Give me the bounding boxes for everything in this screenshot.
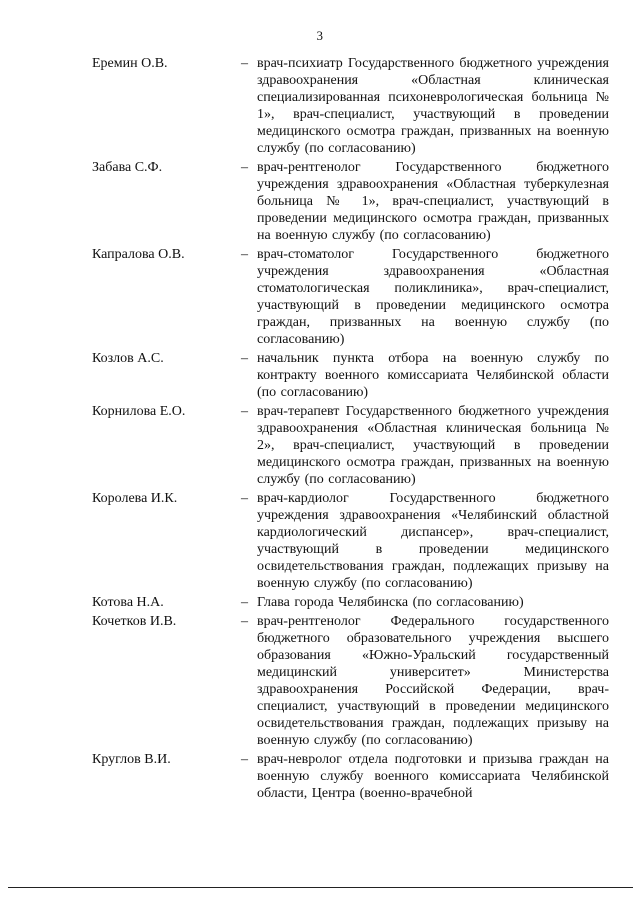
member-entry [0, 490, 640, 592]
page-number: 3 [316, 28, 324, 43]
member-position: врач-невролог отдела подготовки и призыва граждан на военную службу военного комиссариата Челябинской области, Центра (военно-врачебной [257, 752, 609, 801]
member-position: Глава города Челябинска (по согласованию) [257, 595, 524, 610]
member-name: Корнилова Е.О. [92, 404, 186, 419]
dash-separator: – [241, 56, 248, 71]
member-name: Забава С.Ф. [92, 160, 163, 175]
member-name: Королева И.К. [92, 491, 178, 506]
member-position: врач-рентгенолог Государственного бюджетного учреждения здравоохранения «Областная туберкулезная больница № 1», врач-специалист, участвующий в проведении медицинского осмотра граждан, призванных на военную службу (по согласованию) [257, 160, 609, 243]
member-position: врач-психиатр Государственного бюджетного учреждения здравоохранения «Областная клиническая специализированная психоневрологическая больница № 1», врач-специалист, участвующий в проведении медицинского осмотра граждан, призванных на военную службу (по согласованию) [257, 56, 609, 156]
dash-separator: – [241, 351, 248, 366]
member-entry [0, 594, 640, 611]
member-entry [0, 350, 640, 401]
member-name: Козлов А.С. [92, 351, 164, 366]
member-entry [0, 55, 640, 157]
member-name: Капралова О.В. [92, 247, 185, 262]
member-position: начальник пункта отбора на военную службу по контракту военного комиссариата Челябинской области (по согласованию) [257, 351, 609, 400]
member-position: врач-рентгенолог Федерального государственного бюджетного образовательного учреждения высшего образования «Южно-Уральский государственный медицинский университет» Министерства здравоохранения Российской Федерации, врач-специалист, участвующий в проведении медицинского освидетельствования граждан, подлежащих призыву на военную службу (по согласованию) [257, 614, 609, 748]
dash-separator: – [241, 595, 248, 610]
member-entry [0, 403, 640, 488]
dash-separator: – [241, 752, 248, 767]
member-name: Еремин О.В. [92, 56, 168, 71]
member-entry [0, 751, 640, 802]
member-entry [0, 159, 640, 244]
member-position: врач-кардиолог Государственного бюджетного учреждения здравоохранения «Челябинский областной кардиологический диспансер», врач-специалист, участвующий в проведении медицинского освидетельствования граждан, подлежащих призыву на военную службу (по согласованию) [257, 491, 609, 591]
member-position: врач-терапевт Государственного бюджетного учреждения здравоохранения «Областная клиническая больница № 2», врач-специалист, участвующий в проведении медицинского осмотра граждан, призванных на военную службу (по согласованию) [257, 404, 609, 487]
member-entry [0, 246, 640, 348]
member-name: Круглов В.И. [92, 752, 171, 767]
dash-separator: – [241, 491, 248, 506]
dash-separator: – [241, 404, 248, 419]
member-name: Котова Н.А. [92, 595, 164, 610]
member-name: Кочетков И.В. [92, 614, 177, 629]
dash-separator: – [241, 160, 248, 175]
member-position: врач-стоматолог Государственного бюджетного учреждения здравоохранения «Областная стоматологическая поликлиника», врач-специалист, участвующий в проведении медицинского осмотра граждан, призванных на военную службу (по согласованию) [257, 247, 609, 347]
member-entry [0, 613, 640, 749]
member-list [0, 55, 640, 804]
dash-separator: – [241, 614, 248, 629]
footer-divider [8, 887, 633, 888]
dash-separator: – [241, 247, 248, 262]
